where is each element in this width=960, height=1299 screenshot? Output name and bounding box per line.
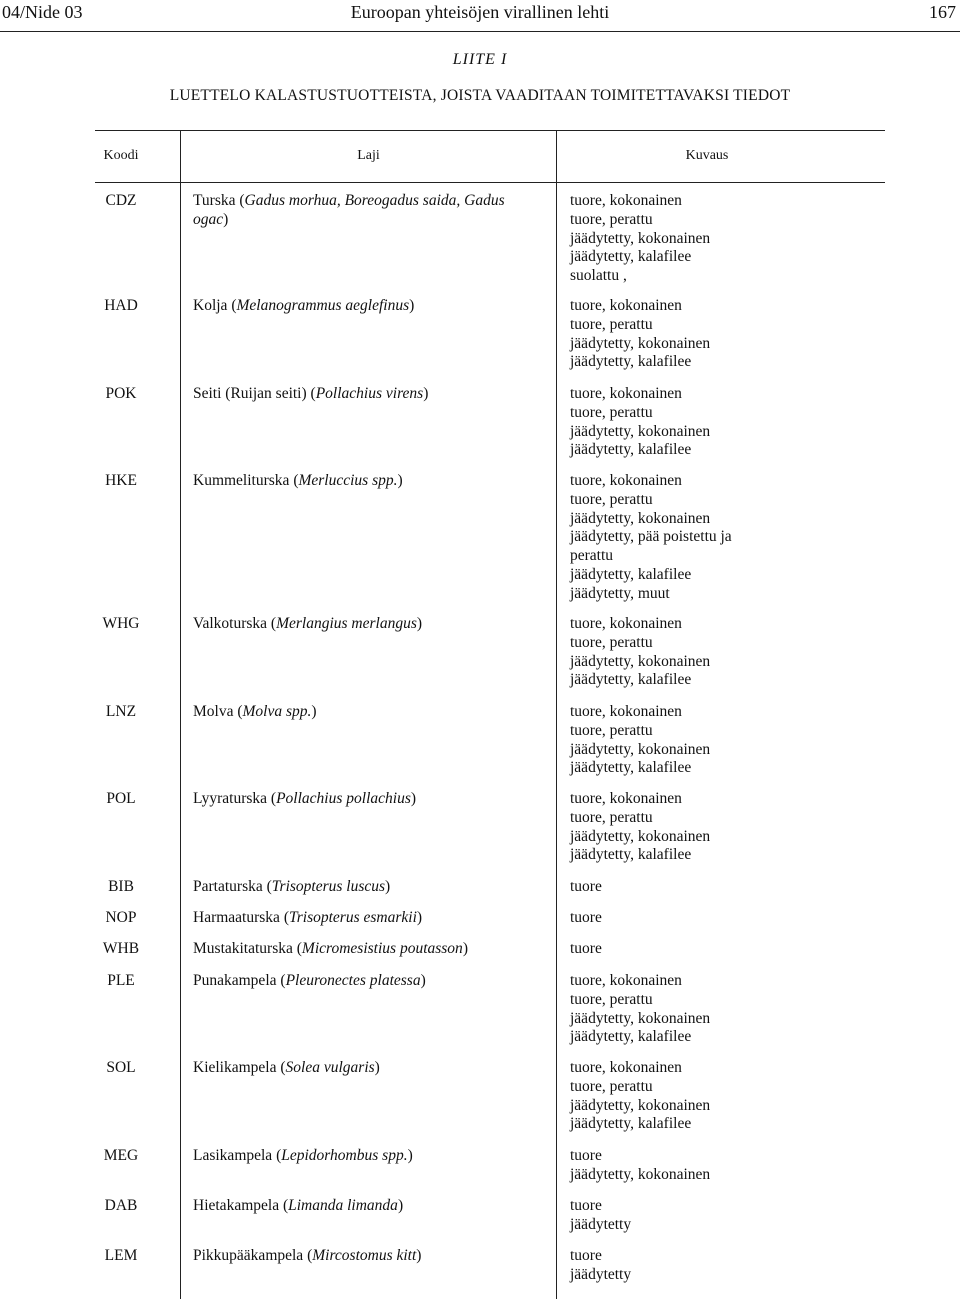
latin-name: Limanda limanda	[288, 1197, 398, 1214]
latin-name: Micromesistius poutasson	[301, 940, 463, 957]
species-code: DAB	[104, 1197, 138, 1214]
description-line: jäädytetty, kokonainen	[570, 509, 711, 527]
description-line: jäädytetty, kalafilee	[570, 671, 692, 689]
latin-name: Pollachius virens	[315, 385, 424, 402]
description-line: tuore, perattu	[570, 210, 653, 228]
description-line: tuore	[570, 940, 602, 957]
species-name: Kummeliturska (Merluccius spp.)	[193, 472, 403, 489]
description-line: tuore, kokonainen	[570, 703, 682, 720]
species-code: LEM	[104, 1247, 138, 1264]
description-line: jäädytetty, kalafilee	[570, 1115, 692, 1133]
latin-name: Trisopterus esmarkii	[288, 909, 417, 926]
document-title: LUETTELO KALASTUSTUOTTEISTA, JOISTA VAADITAAN TOIMITETTAVAKSI TIEDOT	[169, 87, 791, 104]
description-line: tuore	[570, 1247, 602, 1264]
description-line: tuore, perattu	[570, 403, 653, 421]
species-code: WHB	[102, 940, 140, 957]
latin-name: Merlangius merlangus	[276, 615, 417, 632]
species-name: Pikkupääkampela (Mircostomus kitt)	[193, 1247, 422, 1264]
table-top-rule	[95, 130, 885, 131]
species-name: Punakampela (Pleuronectes platessa)	[193, 972, 426, 989]
description-line: jäädytetty, pää poistettu ja	[570, 528, 732, 546]
product-description	[570, 297, 950, 372]
column-header-species: Laji	[357, 148, 380, 163]
species-code: PLE	[107, 972, 135, 989]
latin-name: Trisopterus luscus	[271, 878, 386, 895]
description-line: tuore, kokonainen	[570, 472, 682, 489]
running-header	[0, 0, 960, 31]
description-line: jäädytetty, kalafilee	[570, 353, 692, 371]
column-divider-species	[556, 131, 557, 1299]
description-line: jäädytetty, kalafilee	[570, 565, 692, 583]
common-name: Partaturska	[193, 878, 263, 895]
product-description	[570, 1059, 950, 1134]
common-name: Kummeliturska	[193, 472, 290, 489]
description-line: jäädytetty, kokonainen	[570, 1165, 711, 1183]
product-description	[570, 703, 950, 778]
common-name: Seiti (Ruijan seiti)	[193, 385, 307, 402]
product-description	[570, 385, 950, 460]
common-name: Valkoturska	[193, 615, 268, 632]
description-line: jäädytetty, kokonainen	[570, 652, 711, 670]
description-line: jäädytetty, kalafilee	[570, 846, 692, 864]
description-line: jäädytetty, kokonainen	[570, 1009, 711, 1027]
product-description	[570, 940, 950, 959]
species-name: Seiti (Ruijan seiti) (Pollachius virens)	[193, 385, 429, 402]
description-line: jäädytetty, kokonainen	[570, 1096, 711, 1114]
product-description	[570, 192, 950, 286]
page-number: 167	[929, 2, 956, 22]
common-name: Lasikampela	[193, 1147, 273, 1164]
species-code: POK	[105, 385, 137, 402]
product-description	[570, 1197, 950, 1235]
species-name: Molva (Molva spp.)	[193, 703, 317, 720]
description-line: jäädytetty, kalafilee	[570, 1028, 692, 1046]
species-code: LNZ	[105, 703, 137, 720]
latin-name: Lepidorhombus spp.	[281, 1147, 408, 1164]
species-name: Lasikampela (Lepidorhombus spp.)	[193, 1147, 413, 1164]
latin-name-continued: ogac	[193, 210, 224, 228]
description-line: jäädytetty, kalafilee	[570, 248, 692, 266]
description-line: jäädytetty, kalafilee	[570, 441, 692, 459]
description-line: tuore, kokonainen	[570, 297, 682, 314]
product-description	[570, 790, 950, 865]
description-line: jäädytetty, kokonainen	[570, 334, 711, 352]
product-description	[570, 909, 950, 928]
description-line: tuore	[570, 909, 602, 926]
description-line: tuore, kokonainen	[570, 615, 682, 632]
latin-name: Gadus morhua, Boreogadus saida, Gadus	[244, 192, 505, 209]
common-name: Harmaaturska	[193, 909, 280, 926]
common-name: Mustakitaturska	[193, 940, 293, 957]
description-line: tuore, perattu	[570, 315, 653, 333]
species-code: BIB	[108, 878, 134, 895]
latin-name: Mircostomus kitt	[312, 1247, 417, 1264]
column-header-code: Koodi	[103, 148, 139, 163]
latin-name: Molva spp.	[242, 703, 312, 720]
product-description	[570, 1147, 950, 1185]
product-description	[570, 615, 950, 690]
product-description	[570, 878, 950, 897]
species-name: Turska (Gadus morhua, Boreogadus saida, Gadus ogac)	[193, 192, 505, 228]
common-name: Kielikampela	[193, 1059, 277, 1076]
species-name: Harmaaturska (Trisopterus esmarkii)	[193, 909, 423, 926]
product-description	[570, 472, 950, 604]
species-code: CDZ	[105, 192, 137, 209]
description-line: jäädytetty, kalafilee	[570, 759, 692, 777]
description-line: jäädytetty	[570, 1265, 632, 1283]
common-name: Molva	[193, 703, 234, 720]
description-line: tuore, kokonainen	[570, 385, 682, 402]
description-line: jäädytetty, kokonainen	[570, 827, 711, 845]
description-line: tuore, perattu	[570, 721, 653, 739]
description-line: tuore	[570, 878, 602, 895]
description-line: suolattu ,	[570, 267, 627, 285]
latin-name: Merluccius spp.	[298, 472, 398, 489]
description-line: tuore, kokonainen	[570, 192, 682, 209]
description-line: jäädytetty	[570, 1215, 632, 1233]
species-name: Hietakampela (Limanda limanda)	[193, 1197, 404, 1214]
species-name: Kielikampela (Solea vulgaris)	[193, 1059, 380, 1076]
common-name: Pikkupääkampela	[193, 1247, 304, 1264]
table-header-rule	[95, 182, 885, 183]
latin-name: Pollachius pollachius	[276, 790, 411, 807]
description-line: tuore, perattu	[570, 633, 653, 651]
species-code: HAD	[104, 297, 138, 314]
species-name: Partaturska (Trisopterus luscus)	[193, 878, 391, 895]
description-line: jäädytetty, kokonainen	[570, 740, 711, 758]
description-line: jäädytetty, muut	[570, 584, 670, 602]
species-code: WHG	[102, 615, 140, 632]
journal-name: Euroopan yhteisöjen virallinen lehti	[350, 2, 610, 22]
species-name: Mustakitaturska (Micromesistius poutasson)	[193, 940, 468, 957]
header-divider	[0, 31, 960, 32]
species-name: Lyyraturska (Pollachius pollachius)	[193, 790, 417, 807]
product-description	[570, 1247, 950, 1285]
common-name: Kolja	[193, 297, 228, 314]
description-line: jäädytetty, kokonainen	[570, 422, 711, 440]
common-name: Punakampela	[193, 972, 277, 989]
product-description	[570, 972, 950, 1047]
issue-number: 04/Nide 03	[2, 2, 83, 22]
common-name: Hietakampela	[193, 1197, 280, 1214]
common-name: Lyyraturska	[193, 790, 268, 807]
description-line: tuore	[570, 1197, 602, 1214]
description-line: tuore, kokonainen	[570, 972, 682, 989]
species-code: MEG	[103, 1147, 139, 1164]
description-line: tuore, perattu	[570, 1077, 653, 1095]
description-line: tuore, perattu	[570, 990, 653, 1008]
common-name: Turska	[193, 192, 236, 209]
description-line: perattu	[570, 547, 614, 565]
description-line: tuore	[570, 1147, 602, 1164]
species-code: NOP	[105, 909, 137, 926]
description-line: tuore, kokonainen	[570, 1059, 682, 1076]
latin-name: Melanogrammus aeglefinus	[236, 297, 410, 314]
species-name: Valkoturska (Merlangius merlangus)	[193, 615, 423, 632]
species-name: Kolja (Melanogrammus aeglefinus)	[193, 297, 415, 314]
species-code: SOL	[106, 1059, 136, 1076]
description-line: tuore, perattu	[570, 490, 653, 508]
description-line: jäädytetty, kokonainen	[570, 229, 711, 247]
annex-title: LIITE I	[452, 51, 508, 68]
description-line: tuore, kokonainen	[570, 790, 682, 807]
species-code: HKE	[105, 472, 137, 489]
species-code: POL	[106, 790, 136, 807]
latin-name: Solea vulgaris	[285, 1059, 375, 1076]
latin-name: Pleuronectes platessa	[285, 972, 421, 989]
column-header-description: Kuvaus	[685, 148, 729, 163]
description-line: tuore, perattu	[570, 808, 653, 826]
